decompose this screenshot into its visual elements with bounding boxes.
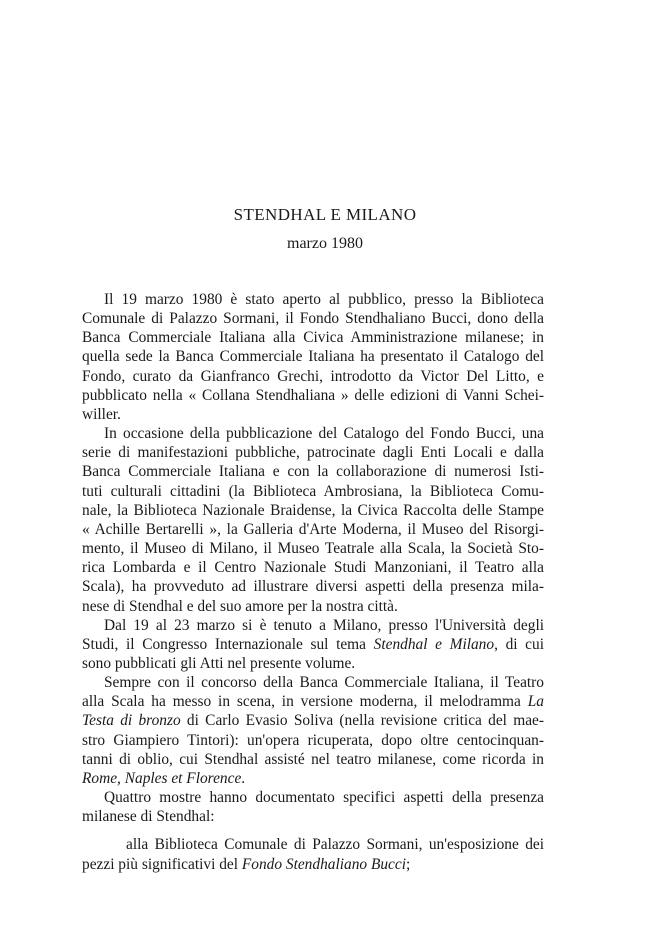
text-line: Banca Commerciale Italiana alla Civica Amministrazione milanese; in bbox=[82, 329, 544, 347]
text-line bbox=[82, 769, 544, 788]
text-line: mento, il Museo di Milano, il Museo Teatrale alla Scala, la Società Sto- bbox=[82, 540, 544, 558]
text-line: alla Biblioteca Comunale di Palazzo Sormani, un'esposizione dei bbox=[126, 836, 544, 854]
text-line: Scala), ha provveduto ad illustrare diversi aspetti della presenza mila- bbox=[82, 578, 544, 596]
text-line: Sempre con il concorso della Banca Commerciale Italiana, il Teatro bbox=[104, 674, 544, 692]
text-line bbox=[82, 692, 544, 711]
text-line: nese di Stendhal e del suo amore per la nostra città. bbox=[82, 597, 398, 615]
text-line: sono pubblicati gli Atti nel presente volume. bbox=[82, 654, 356, 672]
text-run: . bbox=[241, 769, 246, 787]
text-line: In occasione della pubblicazione del Catalogo del Fondo Bucci, una bbox=[104, 425, 544, 443]
text-line bbox=[82, 635, 544, 654]
text-line bbox=[82, 711, 544, 730]
text-run: ; bbox=[405, 855, 411, 873]
paragraph-gap bbox=[82, 826, 544, 835]
text-run: di Carlo Evasio Soliva (nella revisione critica del mae- bbox=[180, 712, 544, 730]
text-line: Fondo, curato da Gianfranco Grechi, introdotto da Victor Del Litto, e bbox=[82, 367, 544, 385]
text-line: tanni di oblio, cui Stendhal assisté nel teatro milanese, come ricorda in bbox=[82, 750, 544, 768]
text-line: rica Lombarda e il Centro Nazionale Studi Manzoniani, il Teatro alla bbox=[82, 559, 544, 577]
text-line: Comunale di Palazzo Sormani, il Fondo Stendhaliano Bucci, dono della bbox=[82, 310, 544, 328]
text-run: Studi, il Congresso Internazionale sul tema bbox=[82, 635, 374, 653]
text-line: nale, la Biblioteca Nazionale Braidense, la Civica Raccolta delle Stampe bbox=[82, 501, 544, 519]
text-run: , di cui bbox=[494, 635, 544, 653]
text-line: quella sede la Banca Commerciale Italiana ha presentato il Catalogo del bbox=[82, 348, 544, 366]
text-line: Banca Commerciale Italiana e con la collaborazione di numerosi Isti- bbox=[82, 463, 544, 481]
italic-title: Testa di bronzo bbox=[82, 712, 181, 730]
text-line: « Achille Bertarelli », la Galleria d'Arte Moderna, il Museo del Risorgi- bbox=[82, 520, 544, 538]
text-line: stro Giampiero Tintori): un'opera ricuperata, dopo oltre centocinquan- bbox=[82, 731, 544, 749]
italic-title: Stendhal e Milano bbox=[373, 635, 495, 653]
text-line: milanese di Stendhal: bbox=[82, 808, 215, 826]
page-title: STENDHAL E MILANO bbox=[233, 205, 417, 224]
text-line: tuti culturali cittadini (la Biblioteca Ambrosiana, la Biblioteca Comu- bbox=[82, 482, 544, 500]
italic-title: Rome, Naples et Florence bbox=[82, 769, 242, 787]
text-line: pubblicato nella « Collana Stendhaliana » delle edizioni di Vanni Schei- bbox=[82, 386, 544, 404]
text-line: willer. bbox=[82, 405, 121, 423]
text-run: alla Scala ha messo in scena, in versione moderna, il melodramma bbox=[82, 693, 528, 711]
italic-title: La bbox=[527, 693, 544, 711]
italic-title: Fondo Stendhaliano Bucci bbox=[241, 855, 406, 873]
page-date: marzo 1980 bbox=[287, 235, 363, 252]
body-text bbox=[82, 290, 544, 874]
text-run: pezzi più significativi del bbox=[82, 855, 242, 873]
text-line: Quattro mostre hanno documentato specifici aspetti della presenza bbox=[104, 789, 544, 807]
text-line: Il 19 marzo 1980 è stato aperto al pubblico, presso la Biblioteca bbox=[104, 291, 544, 308]
text-line: serie di manifestazioni pubbliche, patrocinate dagli Enti Locali e dalla bbox=[82, 444, 544, 462]
text-line: Dal 19 al 23 marzo si è tenuto a Milano, presso l'Università degli bbox=[104, 616, 544, 634]
text-line bbox=[82, 855, 544, 874]
